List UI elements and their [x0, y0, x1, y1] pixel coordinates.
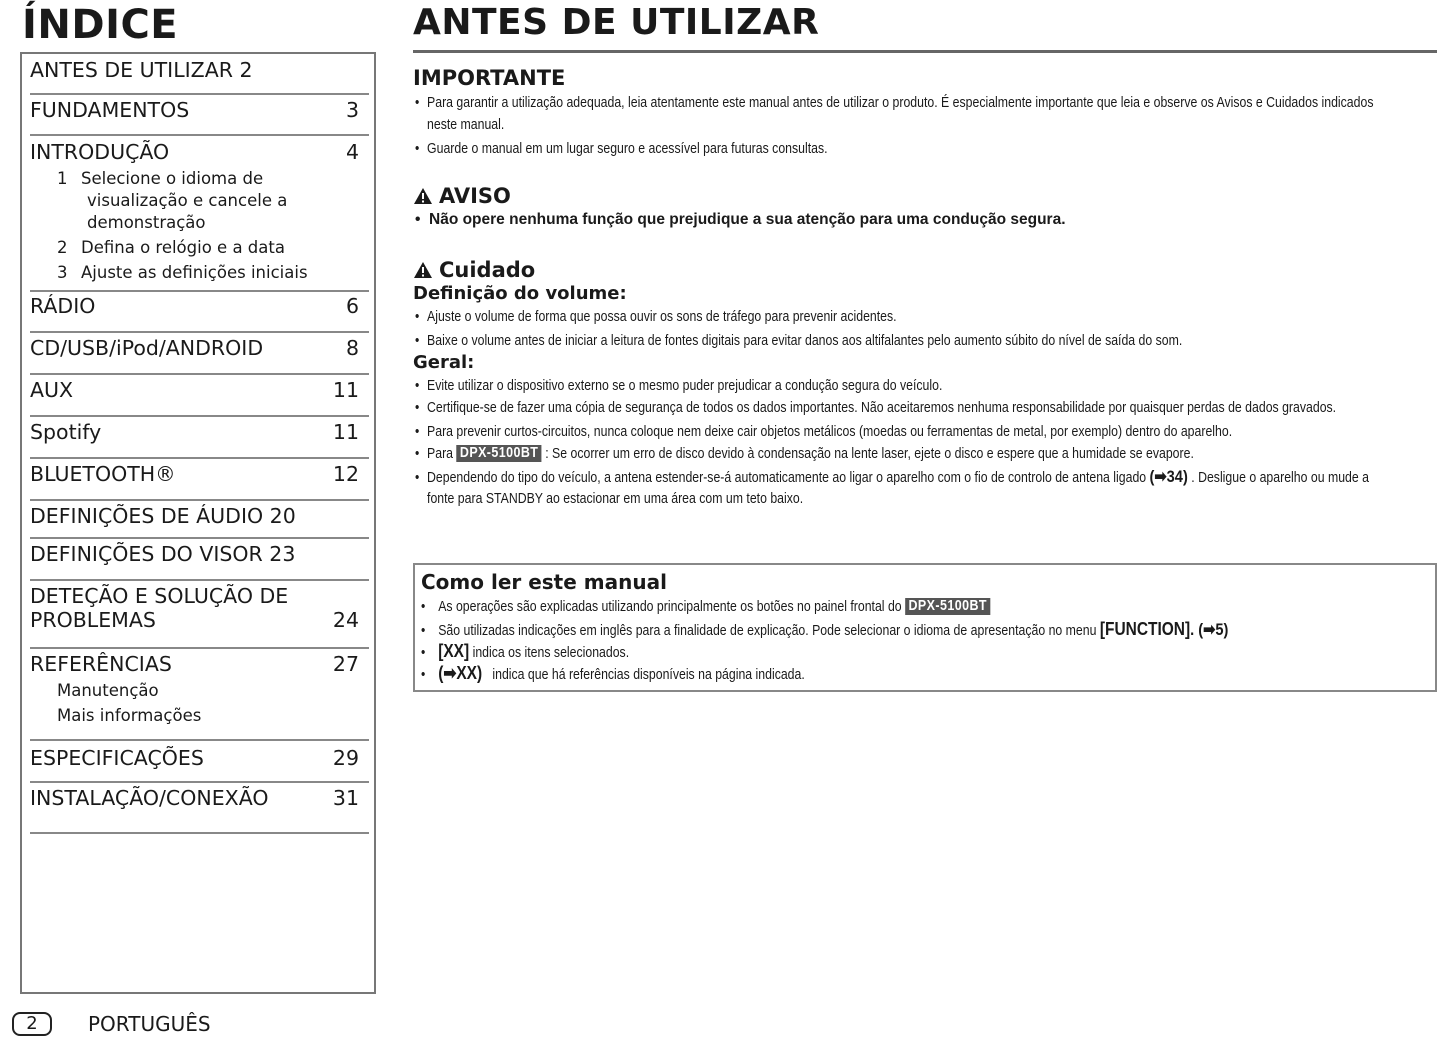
page-number: 2 [12, 1012, 52, 1036]
important-item: • Para garantir a utilização adequada, leia atentamente este manual antes de utilizar o produto. É especialmente importante que leia e observe os Avisos e Cuidados indicados [415, 95, 1374, 111]
toc-title: ÍNDICE [22, 2, 179, 48]
general-item-antenna: • Dependendo do tipo do veículo, a antena estender-se-á automaticamente ao ligar o aparelho com o fio de controlo de antena ligado (➡34) . Desligue o aparelho ou mude a [415, 467, 1369, 486]
toc-entry-page: 11 [332, 378, 359, 402]
page-title: ANTES DE UTILIZAR [413, 2, 820, 43]
toc-entry-page: 29 [332, 746, 359, 770]
caution-heading: Cuidado [413, 258, 535, 282]
important-heading: IMPORTANTE [413, 66, 566, 90]
toc-entry-label: Spotify [30, 420, 102, 444]
toc-subitem-number: 2 [57, 238, 68, 257]
warning-icon [413, 187, 433, 205]
toc-subitem-number: 1 [57, 169, 68, 188]
page-ref[interactable]: (➡34) [1149, 467, 1188, 486]
toc-entry[interactable] [30, 652, 369, 741]
toc-entry[interactable] [30, 584, 369, 649]
model-badge: DPX-5100BT [456, 445, 541, 462]
how-to-item: • [XX] indica os itens selecionados. [421, 641, 630, 661]
toc-entry-label: ESPECIFICAÇÕES [30, 746, 204, 770]
warning-item: • Não opere nenhuma função que prejudique a sua atenção para uma condução segura. [415, 211, 1066, 228]
toc-entry-page: 8 [345, 336, 359, 360]
toc-entry-label: REFERÊNCIAS [30, 652, 172, 676]
volume-item: • Ajuste o volume de forma que possa ouvir os sons de tráfego para prevenir acidentes. [415, 309, 897, 325]
toc-entry[interactable] [30, 58, 369, 95]
general-item-antenna-cont: fonte para STANDBY ao estacionar em uma área com um teto baixo. [427, 491, 804, 507]
general-item: • Para prevenir curtos-circuitos, nunca coloque nem deixe cair objetos metálicos (moedas ou ferramentas de metal, por exemplo) dentro do aparelho. [415, 424, 1233, 440]
toc-entry[interactable] [30, 786, 369, 834]
toc-entry-page: 6 [345, 294, 359, 318]
toc-subitem[interactable] [30, 262, 369, 284]
general-item: • Evite utilizar o dispositivo externo se o mesmo puder prejudicar a condução segura do veículo. [415, 378, 943, 394]
toc-entry-page: 3 [345, 98, 359, 122]
toc-subitem-label: Manutenção [57, 681, 159, 700]
toc-entry-label: DEFINIÇÕES DE ÁUDIO 20 [30, 504, 296, 528]
how-to-box [413, 563, 1437, 692]
toc-entry[interactable] [30, 140, 369, 292]
toc-entry[interactable] [30, 746, 369, 783]
page-footer [12, 1012, 211, 1036]
toc-subitem[interactable] [30, 705, 369, 727]
page-ref[interactable]: . (➡5) [1190, 620, 1229, 639]
toc-subitem[interactable] [30, 680, 369, 702]
toc-entry-label: ANTES DE UTILIZAR 2 [30, 58, 253, 82]
important-item-cont: neste manual. [427, 117, 505, 133]
toc-entry-page: 11 [332, 420, 359, 444]
warning-heading: AVISO [413, 184, 511, 208]
how-to-item: • (➡XX) indica que há referências disponíveis na página indicada. [421, 663, 805, 683]
toc-entry-page: 27 [332, 652, 359, 676]
toc-entry[interactable] [30, 336, 369, 375]
toc-entry-label: INSTALAÇÃO/CONEXÃO [30, 786, 269, 810]
general-heading: Geral: [413, 352, 475, 373]
toc-entry[interactable] [30, 294, 369, 333]
toc-entry-page: 24 [332, 608, 359, 632]
toc-entry[interactable] [30, 542, 369, 581]
general-item-model: • Para DPX-5100BT : Se ocorrer um erro de disco devido à condensação na lente laser, ejete o disco e espere que a humidade se evapore. [415, 445, 1194, 462]
toc-subitem-label: Selecione o idioma de [81, 169, 264, 188]
toc-entry[interactable] [30, 462, 369, 501]
volume-heading: Definição do volume: [413, 283, 627, 304]
toc-entry-label: CD/USB/iPod/ANDROID [30, 336, 264, 360]
how-to-heading: Como ler este manual [421, 570, 667, 594]
model-badge: DPX-5100BT [905, 598, 990, 615]
volume-item: • Baixe o volume antes de iniciar a leitura de fontes digitais para evitar danos aos altifalantes pelo aumento súbito do nível de saída do som. [415, 333, 1183, 349]
caution-icon [413, 261, 433, 279]
general-item: • Certifique-se de fazer uma cópia de segurança de todos os dados importantes. Não aceitaremos nenhuma responsabilidade por quaisquer perdas de dados gravados. [415, 400, 1337, 416]
toc-entry[interactable] [30, 378, 369, 417]
toc-entry[interactable] [30, 98, 369, 136]
toc-entry-label: DETEÇÃO E SOLUÇÃO DE PROBLEMAS [30, 584, 289, 632]
important-item: • Guarde o manual em um lugar seguro e acessível para futuras consultas. [415, 141, 828, 157]
toc-entry-label: BLUETOOTH® [30, 462, 176, 486]
toc-subitem-label: Defina o relógio e a data [81, 238, 285, 257]
title-rule [413, 50, 1437, 53]
toc-entry-label: RÁDIO [30, 294, 96, 318]
toc-entry-label: DEFINIÇÕES DO VISOR 23 [30, 542, 296, 566]
toc-entry-label: FUNDAMENTOS [30, 98, 190, 122]
toc-subitem[interactable] [30, 237, 369, 259]
how-to-item: • São utilizadas indicações em inglês para a finalidade de explicação. Pode selecionar o idioma de apresentação no menu [FUNCTION]. (➡5) [421, 619, 1229, 639]
toc-entry-label: AUX [30, 378, 74, 402]
toc-entry-label: INTRODUÇÃO [30, 140, 170, 164]
toc-subitem-number: 3 [57, 263, 68, 282]
toc-subitem-label: Mais informações [57, 706, 202, 725]
toc-entry-page: 31 [332, 786, 359, 810]
toc-entry[interactable] [30, 504, 369, 539]
function-key: [FUNCTION] [1099, 619, 1191, 639]
toc-subitem-label: Ajuste as definições iniciais [81, 263, 308, 282]
toc-box [20, 52, 376, 994]
toc-entry-page: 12 [332, 462, 359, 486]
toc-entry[interactable] [30, 420, 369, 459]
toc-subitem[interactable] [30, 168, 369, 234]
toc-entry-page: 4 [345, 140, 359, 164]
how-to-item: • As operações são explicadas utilizando principalmente os botões no painel frontal do DPX-5100BT [421, 596, 990, 618]
footer-language: PORTUGUÊS [88, 1012, 211, 1036]
toc-subitem-label-cont: visualização e cancele a demonstração [87, 191, 288, 232]
